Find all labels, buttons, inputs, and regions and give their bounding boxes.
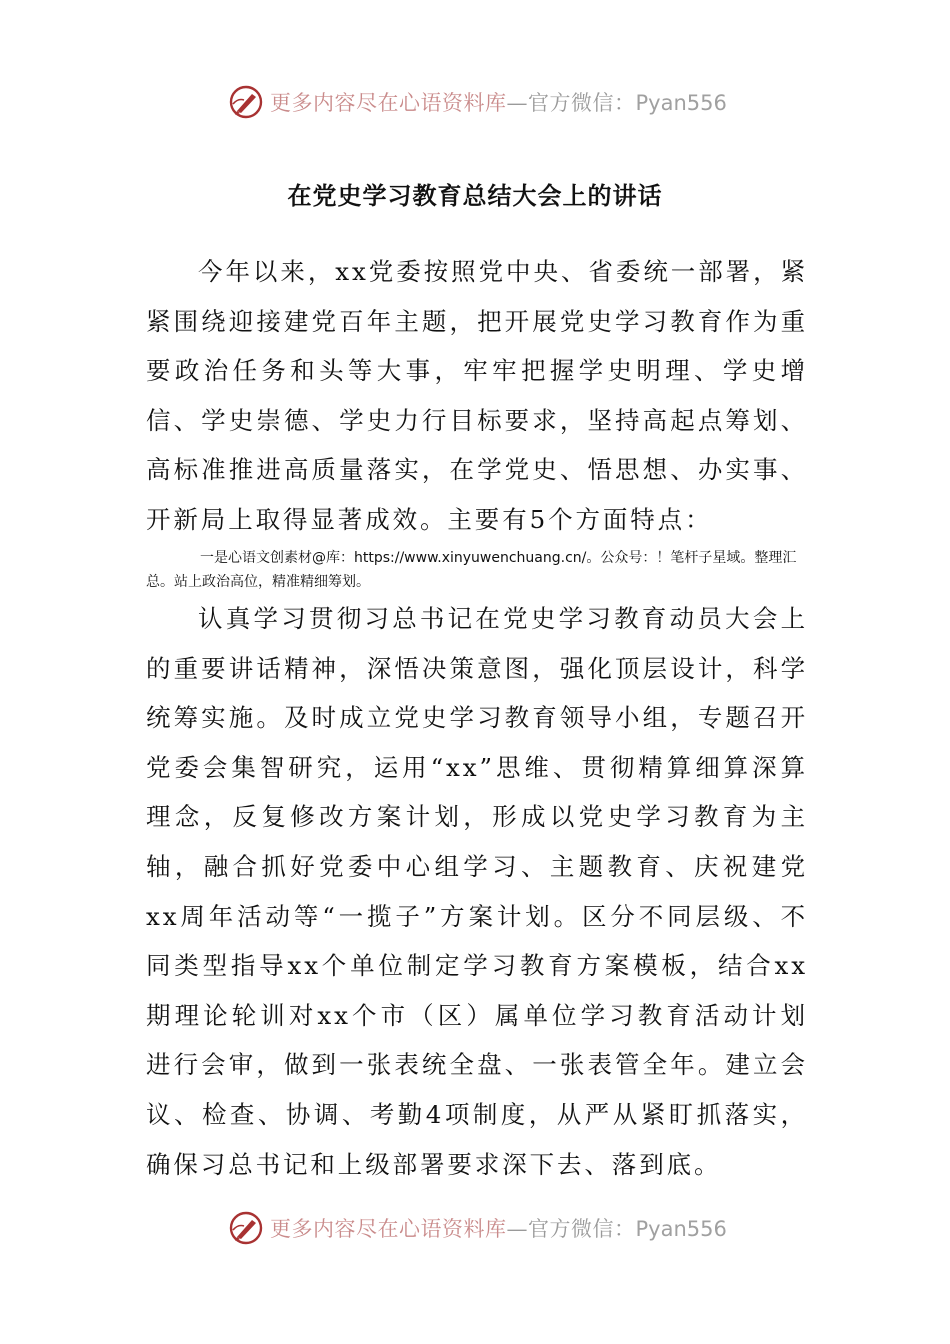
header-banner bbox=[228, 84, 727, 120]
banner-wechat-label: 官方微信： bbox=[528, 1217, 636, 1241]
banner-main-text: 更多内容尽在心语资料库 bbox=[270, 1217, 507, 1241]
banner-separator: — bbox=[506, 1217, 528, 1241]
document-title: 在党史学习教育总结大会上的讲话 bbox=[287, 182, 663, 210]
body-paragraph-1: 今年以来，xx党委按照党中央、省委统一部署，紧紧围绕迎接建党百年主题，把开展党史学习教育作为重要政治任务和头等大事，牢牢把握学史明理、学史增信、学史崇德、学史力行目标要求，坚持高起点筹划、高标准推进高质量落实，在学党史、悟思想、办实事、开新局上取得显著成效。主要有5个方面特点： bbox=[146, 257, 808, 534]
banner-wechat-label: 官方微信： bbox=[528, 91, 636, 115]
banner-main-text: 更多内容尽在心语资料库 bbox=[270, 91, 507, 115]
banner-wechat-id: Pyan556 bbox=[635, 1217, 727, 1241]
footer-banner bbox=[228, 1210, 727, 1246]
banner-wechat-id: Pyan556 bbox=[635, 91, 727, 115]
banner-separator: — bbox=[506, 91, 528, 115]
body-paragraph-2: 认真学习贯彻习总书记在党史学习教育动员大会上的重要讲话精神，深悟决策意图，强化顶层设计，科学统筹实施。及时成立党史学习教育领导小组，专题召开党委会集智研究，运用“xx”思维、贯彻精算细算深算理念，反复修改方案计划，形成以党史学习教育为主轴，融合抓好党委中心组学习、主题教育、庆祝建党xx周年活动等“一揽子”方案计划。区分不同层级、不同类型指导xx个单位制定学习教育方案模板，结合xx期理论轮训对xx个市（区）属单位学习教育活动计划进行会审，做到一张表统全盘、一张表管全年。建立会议、检查、协调、考勤4项制度，从严从紧盯抓落实，确保习总书记和上级部署要求深下去、落到底。 bbox=[146, 604, 808, 1179]
pen-logo-icon bbox=[228, 84, 264, 120]
source-note: 一是心语文创素材@库：https://www.xinyuwenchuang.cn/。公众号：！笔杆子星域。整理汇总。站上政治高位，精准精细筹划。 bbox=[146, 550, 797, 590]
pen-logo-icon bbox=[228, 1210, 264, 1246]
